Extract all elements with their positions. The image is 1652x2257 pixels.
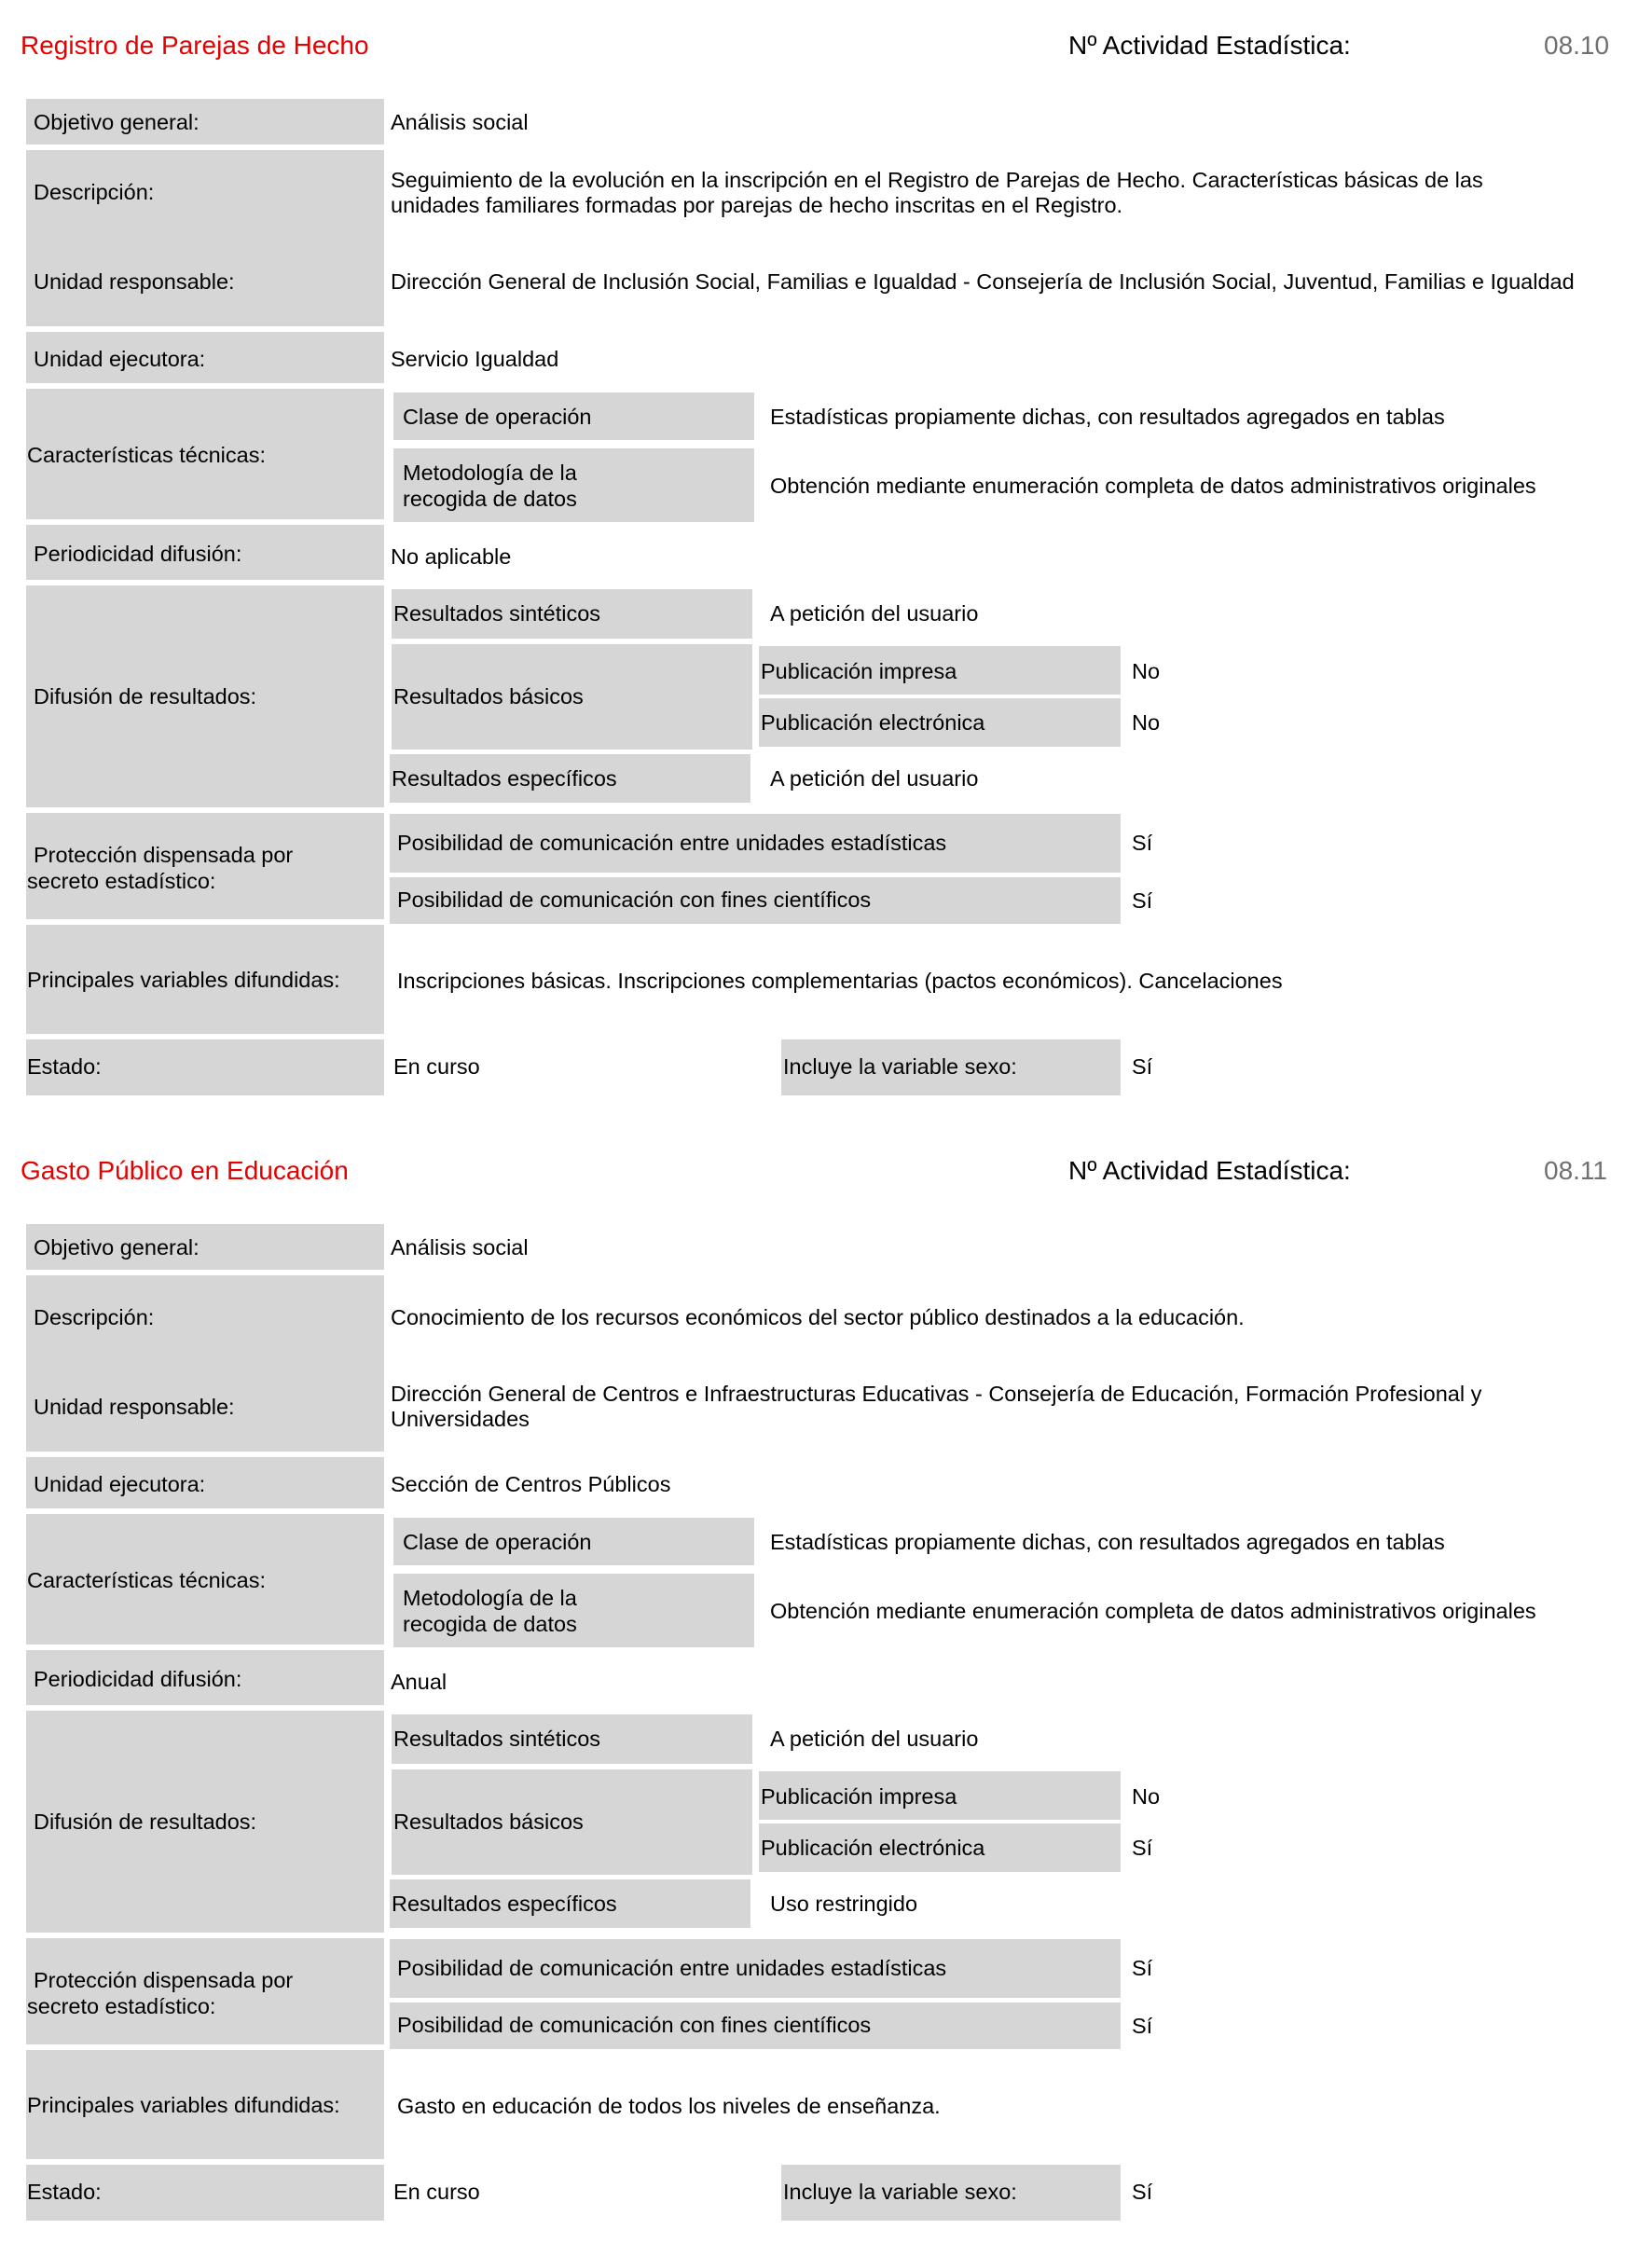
- unidad-responsable-value-line1: Dirección General de Centros e Infraestructuras Educativas - Consejería de Educación, Formación Profesional y: [391, 1382, 1482, 1406]
- caracteristicas-label: Características técnicas:: [27, 443, 266, 467]
- clase-operacion-value: Estadísticas propiamente dichas, con resultados agregados en tablas: [770, 1530, 1445, 1554]
- variable-sexo-label: Incluye la variable sexo:: [783, 2180, 1017, 2204]
- unidad-ejecutora-label: Unidad ejecutora:: [34, 347, 206, 371]
- estado-value: En curso: [393, 2180, 480, 2204]
- com-cientificos-label: Posibilidad de comunicación con fines científicos: [397, 888, 872, 912]
- objetivo-label: Objetivo general:: [34, 110, 200, 134]
- proteccion-label-line1: Protección dispensada por: [34, 1968, 294, 1992]
- pub-electronica-label: Publicación electrónica: [761, 1836, 985, 1860]
- com-unidades-label: Posibilidad de comunicación entre unidades estadísticas: [397, 1956, 947, 1980]
- res-especificos-label: Resultados específicos: [392, 1892, 617, 1916]
- activity-number-label: Nº Actividad Estadística:: [1068, 1156, 1351, 1185]
- res-especificos-value: A petición del usuario: [770, 766, 979, 791]
- pub-electronica-label: Publicación electrónica: [761, 710, 985, 735]
- objetivo-value: Análisis social: [391, 110, 529, 134]
- periodicidad-value: No aplicable: [391, 544, 512, 569]
- unidad-responsable-label: Unidad responsable:: [34, 269, 235, 294]
- objetivo-label: Objetivo general:: [34, 1235, 200, 1259]
- metodologia-label-line2: recogida de datos: [403, 1612, 577, 1636]
- res-basicos-label: Resultados básicos: [393, 1810, 584, 1834]
- metodologia-value: Obtención mediante enumeración completa de datos administrativos originales: [770, 474, 1536, 498]
- descripcion-label: Descripción:: [34, 1305, 155, 1329]
- label-cell-descripcion: [26, 150, 384, 326]
- activity-title: Registro de Parejas de Hecho: [21, 31, 369, 60]
- com-unidades-value: Sí: [1132, 1956, 1153, 1980]
- unidad-responsable-value-line2: Universidades: [391, 1407, 530, 1431]
- clase-operacion-label: Clase de operación: [403, 1530, 592, 1554]
- res-sinteticos-label: Resultados sintéticos: [393, 601, 601, 626]
- descripcion-label: Descripción:: [34, 180, 155, 204]
- proteccion-label-line2: secreto estadístico:: [27, 1994, 216, 2018]
- com-cientificos-value: Sí: [1132, 2014, 1153, 2038]
- variable-sexo-label: Incluye la variable sexo:: [783, 1054, 1017, 1079]
- proteccion-label-line1: Protección dispensada por: [34, 843, 294, 867]
- pub-impresa-value: No: [1132, 659, 1161, 683]
- activity-sheet-1: [0, 0, 1652, 1119]
- variables-value: Inscripciones básicas. Inscripciones complementarias (pactos económicos). Cancelaciones: [397, 969, 1283, 993]
- descripcion-value-line1: Conocimiento de los recursos económicos del sector público destinados a la educación.: [391, 1305, 1245, 1329]
- metodologia-label-line2: recogida de datos: [403, 487, 577, 511]
- com-cientificos-label: Posibilidad de comunicación con fines científicos: [397, 2013, 872, 2037]
- descripcion-value-line1: Seguimiento de la evolución en la inscripción en el Registro de Parejas de Hecho. Características básicas de las: [391, 168, 1483, 192]
- proteccion-label-line2: secreto estadístico:: [27, 869, 216, 893]
- pub-impresa-label: Publicación impresa: [761, 659, 957, 683]
- activity-sheet-2: [0, 1125, 1652, 2244]
- pub-impresa-label: Publicación impresa: [761, 1784, 957, 1809]
- res-sinteticos-label: Resultados sintéticos: [393, 1727, 601, 1751]
- activity-number-label: Nº Actividad Estadística:: [1068, 31, 1351, 60]
- variables-label: Principales variables difundidas:: [27, 2093, 340, 2117]
- com-unidades-value: Sí: [1132, 831, 1153, 855]
- objetivo-value: Análisis social: [391, 1235, 529, 1259]
- variable-sexo-value: Sí: [1132, 2180, 1153, 2204]
- pub-electronica-value: Sí: [1132, 1836, 1153, 1860]
- metodologia-label-line1: Metodología de la: [403, 1586, 577, 1610]
- com-cientificos-value: Sí: [1132, 888, 1153, 913]
- res-sinteticos-value: A petición del usuario: [770, 601, 979, 626]
- periodicidad-label: Periodicidad difusión:: [34, 542, 242, 566]
- periodicidad-label: Periodicidad difusión:: [34, 1667, 242, 1691]
- descripcion-value-line2: unidades familiares formadas por parejas de hecho inscritas en el Registro.: [391, 193, 1123, 217]
- unidad-ejecutora-label: Unidad ejecutora:: [34, 1472, 206, 1496]
- unidad-responsable-value-line1: Dirección General de Inclusión Social, Familias e Igualdad - Consejería de Inclusión Social, Juventud, Familias e Igualdad: [391, 269, 1575, 294]
- res-basicos-label: Resultados básicos: [393, 684, 584, 709]
- clase-operacion-label: Clase de operación: [403, 405, 592, 429]
- unidad-responsable-label: Unidad responsable:: [34, 1395, 235, 1419]
- metodologia-value: Obtención mediante enumeración completa de datos administrativos originales: [770, 1599, 1536, 1623]
- difusion-label: Difusión de resultados:: [34, 684, 257, 709]
- estado-label: Estado:: [27, 1054, 102, 1079]
- label-cell-descripcion: [26, 1275, 384, 1452]
- estado-label: Estado:: [27, 2180, 102, 2204]
- clase-operacion-value: Estadísticas propiamente dichas, con resultados agregados en tablas: [770, 405, 1445, 429]
- variables-label: Principales variables difundidas:: [27, 968, 340, 992]
- com-unidades-label: Posibilidad de comunicación entre unidades estadísticas: [397, 831, 947, 855]
- difusion-label: Difusión de resultados:: [34, 1810, 257, 1834]
- unidad-ejecutora-value: Sección de Centros Públicos: [391, 1472, 671, 1496]
- unidad-ejecutora-value: Servicio Igualdad: [391, 347, 559, 371]
- caracteristicas-label: Características técnicas:: [27, 1568, 266, 1592]
- variable-sexo-value: Sí: [1132, 1054, 1153, 1079]
- res-sinteticos-value: A petición del usuario: [770, 1727, 979, 1751]
- res-especificos-value: Uso restringido: [770, 1892, 918, 1916]
- activity-number: 08.11: [1544, 1156, 1607, 1185]
- periodicidad-value: Anual: [391, 1670, 447, 1694]
- activity-title: Gasto Público en Educación: [21, 1156, 349, 1185]
- res-especificos-label: Resultados específicos: [392, 766, 617, 791]
- metodologia-label-line1: Metodología de la: [403, 461, 577, 485]
- pub-electronica-value: No: [1132, 710, 1161, 735]
- activity-number: 08.10: [1544, 31, 1610, 60]
- variables-value: Gasto en educación de todos los niveles de enseñanza.: [397, 2094, 941, 2118]
- estado-value: En curso: [393, 1054, 480, 1079]
- pub-impresa-value: No: [1132, 1784, 1161, 1809]
